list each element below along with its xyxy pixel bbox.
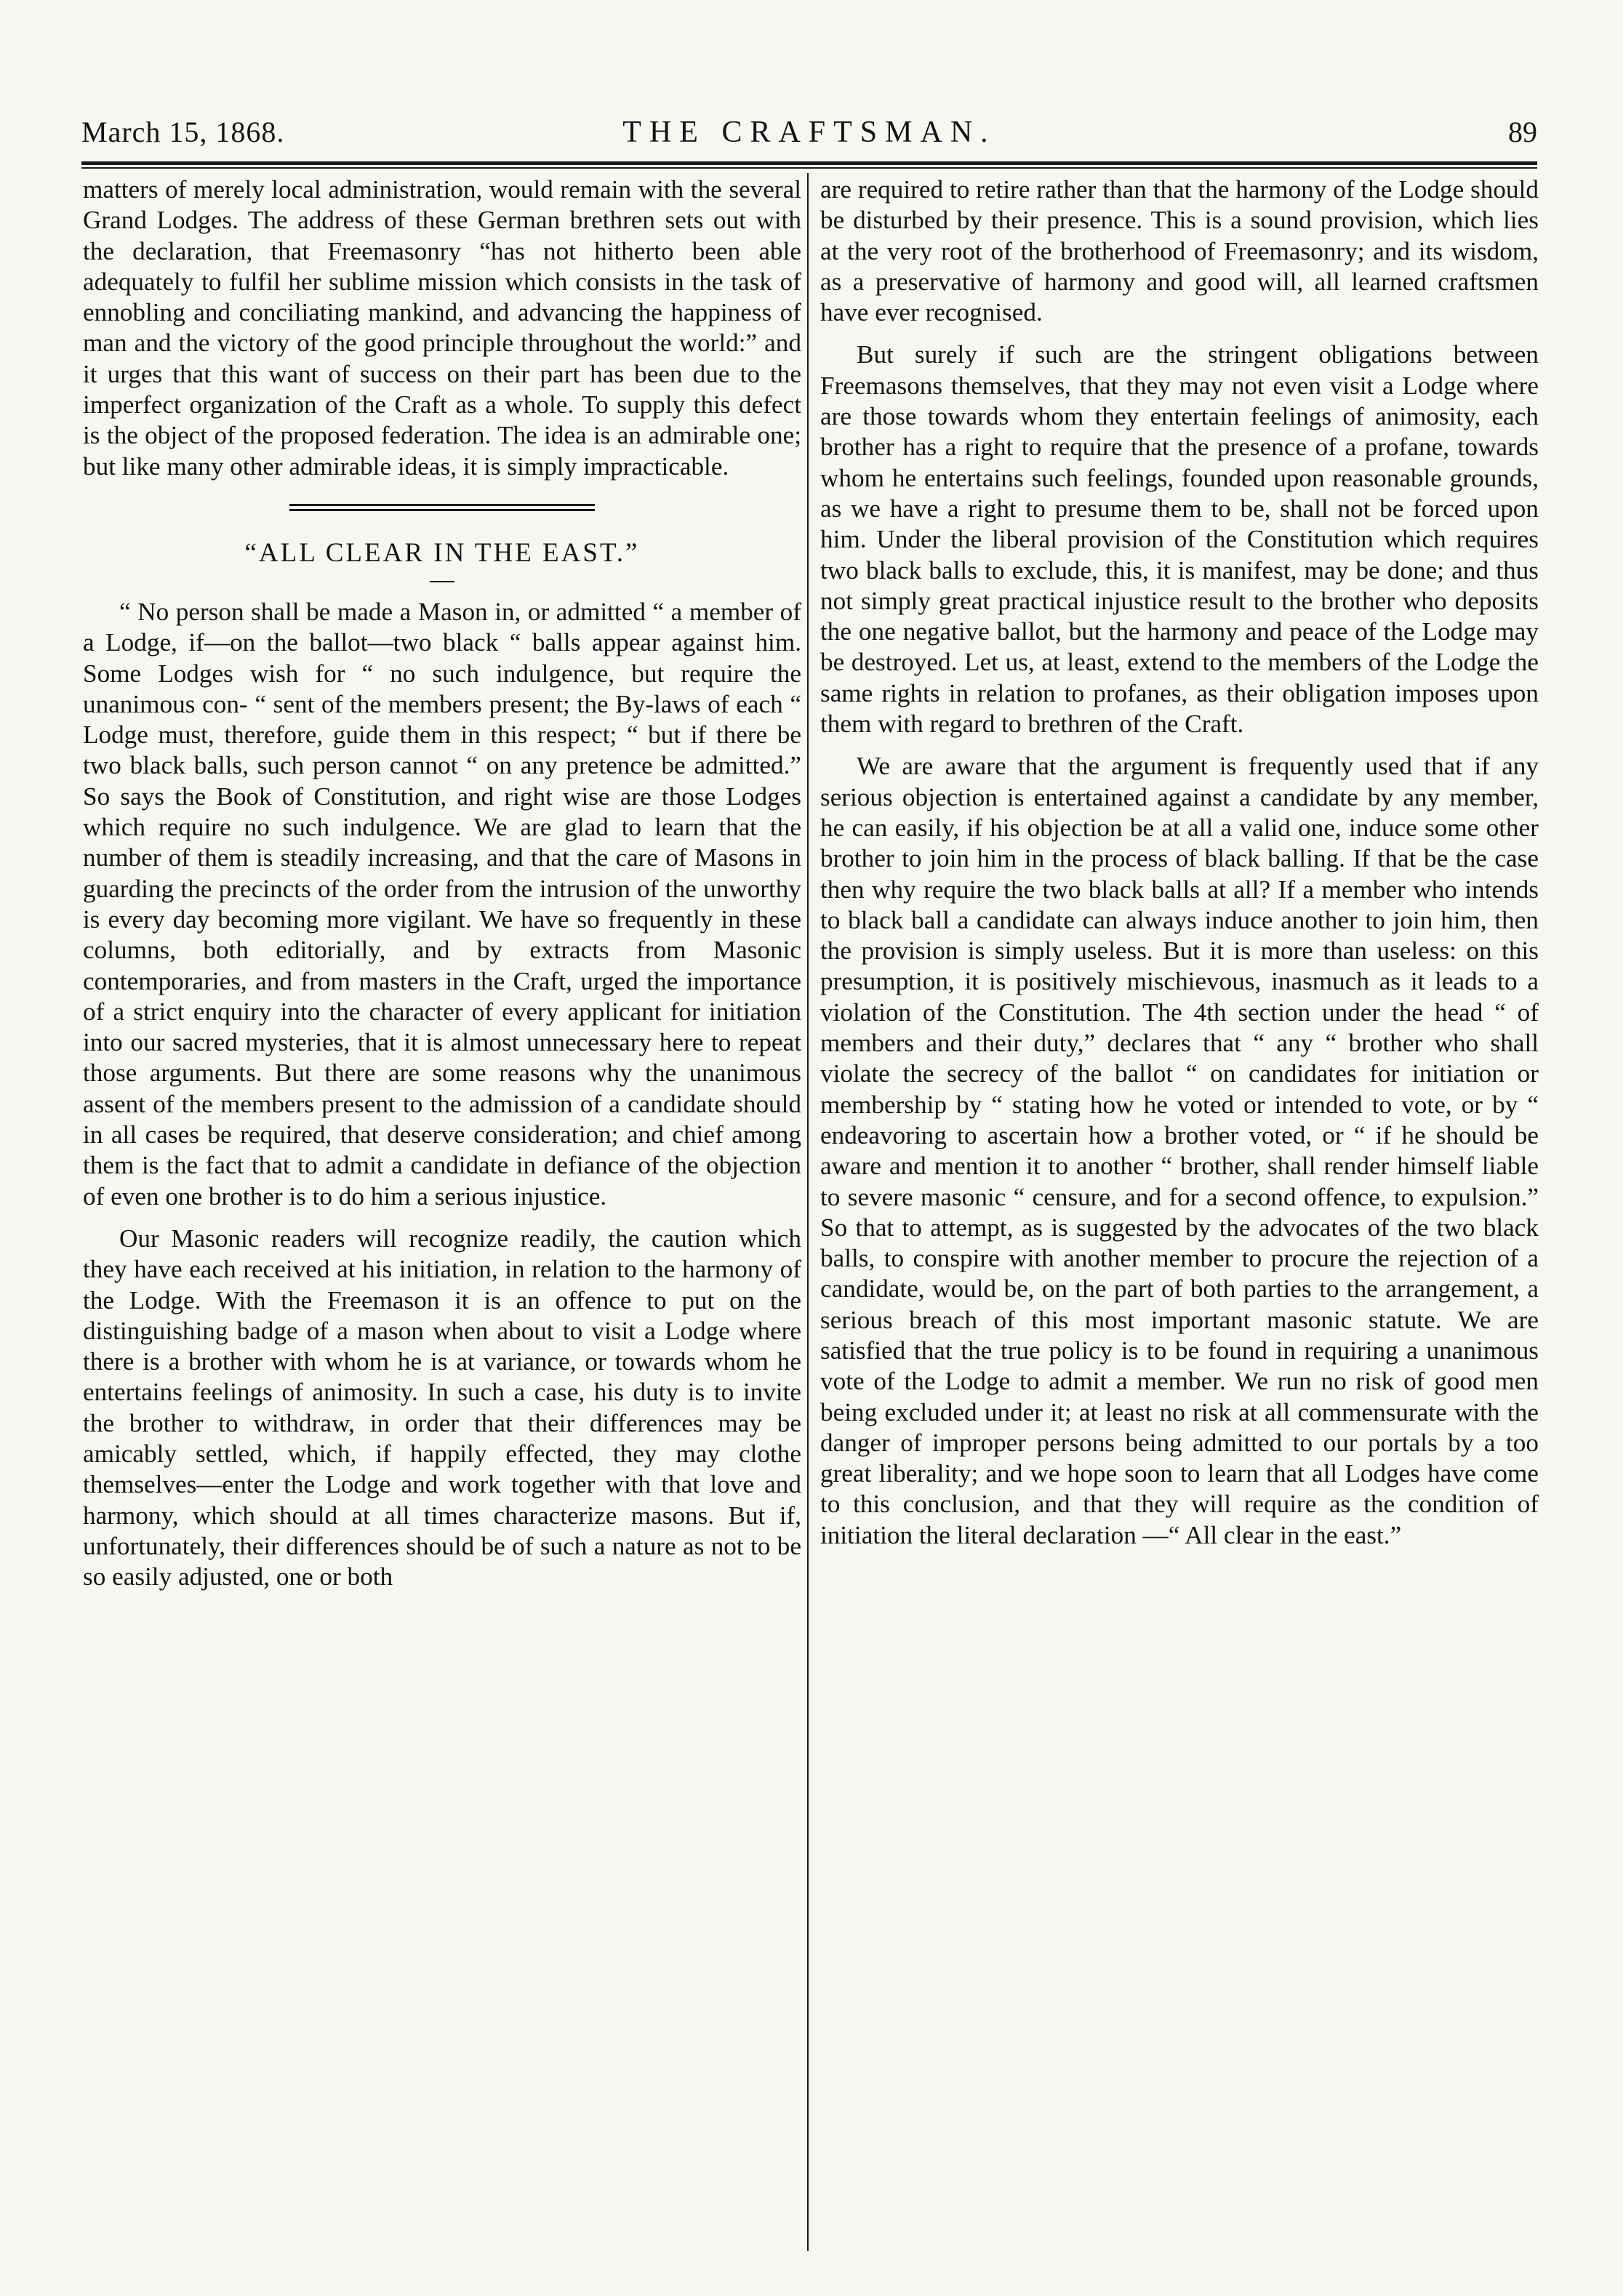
- article-paragraph-4: But surely if such are the stringent obligations between Freemasons themselves, that they may not even visit a Lodge where are those towards whom they entertain feelings of animosity, each brother has a right to require that the presence of a profane, towards whom he entertains such feelings, founded upon reasonable grounds, as we have a right to presume them to be, shall not be forced upon him. Under the liberal provision of the Constitution which requires two black balls to exclude, this, it is manifest, may be done; and thus not simply great practical injustice result to the brother who deposits the one negative ballot, but the harmony and peace of the Lodge may be destroyed. Let us, at least, extend to the members of the Lodge the same rights in relation to profanes, as their obligation imposes upon them with regard to brethren of the Craft.: [820, 340, 1539, 739]
- page-number: 89: [1508, 116, 1537, 148]
- section-divider: [289, 504, 595, 513]
- continued-paragraph: matters of merely local administration, would remain with the several Grand Lodges. The address of these German brethren sets out with the declaration, that Freemasonry “has not hitherto been able adequately to fulfil her sublime mission which consists in the task of ennobling and conciliating mankind, and advancing the happiness of man and the victory of the good principle throughout the world:” and it urges that this want of success on their part has been due to the imperfect organization of the Craft as a whole. To supply this defect is the object of the proposed federation. The idea is an admirable one; but like many other admirable ideas, it is simply impracticable.: [83, 175, 801, 481]
- page-header: [81, 111, 1537, 154]
- header-rule: [81, 161, 1537, 165]
- left-column: [83, 174, 801, 1592]
- article-paragraph-1: “ No person shall be made a Mason in, or admitted “ a member of a Lodge, if—on the ballot—two black “ balls appear against him. Some Lodges wish for “ no such indulgence, but require the unanimous con- “ sent of the members present; the By-laws of each “ Lodge must, therefore, guide them in this respect; “ but if there be two black balls, such person cannot “ on any pretence be admitted.” So says the Book of Constitution, and right wise are those Lodges which require no such indulgence. We are glad to learn that the number of them is steadily increasing, and that the care of Masons in guarding the precincts of the order from the intrusion of the unworthy is every day becoming more vigilant. We have so frequently in these columns, both editorially, and by extracts from Masonic contemporaries, and from masters in the Craft, urged the importance of a strict enquiry into the character of every applicant for initiation into our sacred mysteries, that it is almost unnecessary here to repeat those arguments. But there are some reasons why the unanimous assent of the members present to the admission of a candidate should in all cases be required, that deserve consideration; and chief among them is the fact that to admit a candidate in defiance of the objection of even one brother is to do him a serious injustice.: [83, 597, 801, 1211]
- issue-date: March 15, 1868.: [81, 116, 285, 148]
- article-paragraph-3: are required to retire rather than that the harmony of the Lodge should be disturbed by their presence. This is a sound provision, which lies at the very root of the brotherhood of Freemasonry; and its wisdom, as a preservative of harmony and good will, all learned craftsmen have ever recognised.: [820, 175, 1539, 327]
- column-separator: [807, 173, 809, 2251]
- section-title: “ALL CLEAR IN THE EAST.”: [244, 537, 640, 568]
- publication-title: THE CRAFTSMAN.: [622, 116, 996, 149]
- article-paragraph-2: Our Masonic readers will recognize readily, the caution which they have each received at his initiation, in relation to the harmony of the Lodge. With the Freemason it is an offence to put on the distinguishing badge of a mason when about to visit a Lodge where there is a brother with whom he is at variance, or towards whom he entertains feelings of animosity. In such a case, his duty is to invite the brother to withdraw, in order that their differences may be amicably settled, which, if happily effected, they may clothe themselves—enter the Lodge and work together with that love and harmony, which should at all times characterize masons. But if, unfortunately, their differences should be of such a nature as not to be so easily adjusted, one or both: [83, 1224, 801, 1591]
- article-paragraph-5: We are aware that the argument is frequently used that if any serious objection is entertained against a candidate by any member, he can easily, if his objection be at all a valid one, induce some other brother to join him in the process of black balling. If that be the case then why require the two black balls at all? If a member who intends to black ball a candidate can always induce another to join him, then the provision is simply useless. But it is more than useless: on this presumption, it is positively mischievous, inasmuch as it leads to a violation of the Constitution. The 4th section under the head “ of members and their duty,” declares that “ any “ brother who shall violate the secrecy of the ballot “ on candidates for initiation or membership by “ stating how he voted or intended to vote, or by “ endeavoring to ascertain how a brother voted, or “ if he should be aware and mention it to another “ brother, shall render himself liable to severe masonic “ censure, and for a second offence, to expulsion.” So that to attempt, as is suggested by the advocates of the two black balls, to conspire with another member to procure the rejection of a candidate, would be, on the part of both parties to the arrangement, a serious breach of this most important masonic statute. We are satisfied that the true policy is to be found in requiring a unanimous vote of the Lodge to admit a member. We run no risk of good men being excluded under it; at least no risk at all commensurate with the danger of improper persons being admitted to our portals by a too great liberality; and we hope soon to learn that all Lodges have come to this conclusion, and that they will require as the condition of initiation the literal declaration —“ All clear in the east.”: [820, 752, 1539, 1549]
- right-column: [820, 174, 1539, 1551]
- header-rule-thin: [81, 167, 1537, 169]
- title-dash: [430, 581, 454, 582]
